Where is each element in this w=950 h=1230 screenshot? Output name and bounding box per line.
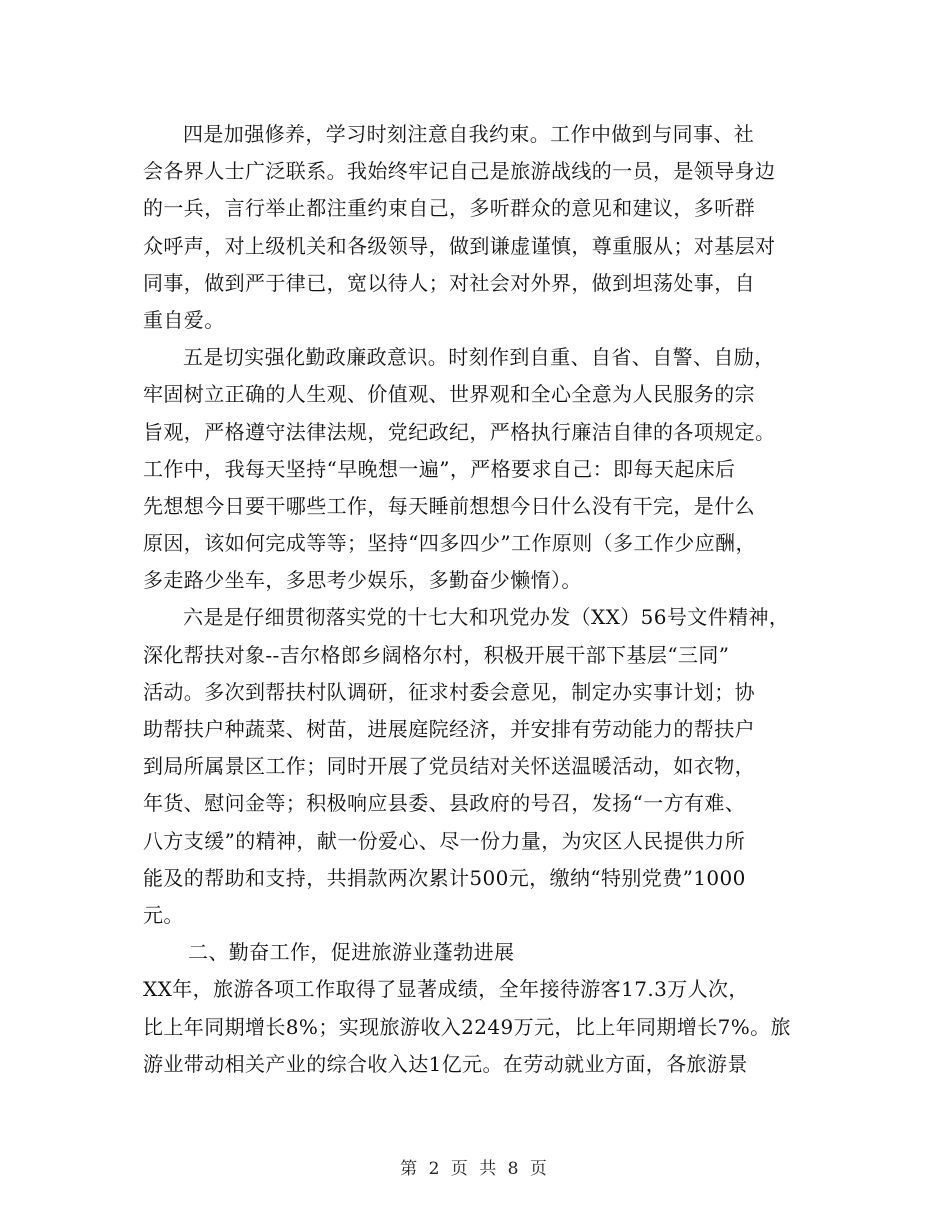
section-heading-text: 二、勤奋工作，促进旅游业蓬勃进展 [188,940,515,965]
text-line: 多走路少坐车，多思考少娱乐，多勤奋少懒惰）。 [143,568,582,593]
text-line: 活动。多次到帮扶村队调研，征求村委会意见，制定办实事计划；协 [143,679,755,704]
text-line: 能及的帮助和支持，共捐款两次累计500元，缴纳“特别党费”1000 [143,865,746,890]
text-line: 工作中，我每天坚持“早晚想一遍”，严格要求自己：即每天起床后 [143,456,736,481]
text-line: 的一兵，言行举止都注重约束自己，多听群众的意见和建议，多听群 [143,196,755,221]
text-line: 六是是仔细贯彻落实党的十七大和巩党办发（XX）56号文件精神， [183,605,790,630]
document-body [143,116,803,1083]
text-line: 助帮扶户种蔬菜、树苗，进展庭院经济，并安排有劳动能力的帮扶户 [143,717,755,741]
text-line: 游业带动相关产业的综合收入达1亿元。在劳动就业方面，各旅游景 [143,1051,748,1076]
text-line: 五是切实强化勤政廉政意识。时刻作到自重、自省、自警、自励， [183,345,775,370]
text-line: 到局所属景区工作；同时开展了党员结对关怀送温暖活动，如衣物， [143,754,755,779]
page-footer: 第 2 页 共 8 页 [400,1159,550,1179]
paragraph-integrity [143,339,803,599]
paragraph-self-discipline [143,116,803,339]
paragraph-tourism-results [143,971,803,1083]
text-line: 年货、慰问金等；积极响应县委、县政府的号召，发扬“一方有难、 [143,791,746,816]
text-line: 牢固树立正确的人生观、价值观、世界观和全心全意为人民服务的宗 [143,382,755,407]
section-heading [143,934,803,971]
text-line: 众呼声，对上级机关和各级领导，做到谦虚谨慎，尊重服从；对基层对 [143,233,776,258]
text-line: 会各界人士广泛联系。我始终牢记自己是旅游战线的一员，是领导身边 [143,159,776,184]
text-line: 同事，做到严于律已，宽以待人；对社会对外界，做到坦荡处事，自 [143,270,755,295]
paragraph-assistance [143,599,803,934]
text-line: 元。 [143,902,184,927]
text-line: 原因，该如何完成等等；坚持“四多四少”工作原则（多工作少应酬， [143,531,756,556]
text-line: 重自爱。 [143,307,225,332]
text-line: 比上年同期增长8%；实现旅游收入2249万元，比上年同期增长7%。旅 [143,1014,791,1039]
text-line: XX年，旅游各项工作取得了显著成绩，全年接待游客17.3万人次， [143,977,749,1002]
text-line: 八方支缓”的精神，献一份爱心、尽一份力量，为灾区人民提供力所 [143,828,746,853]
text-line: 先想想今日要干哪些工作，每天睡前想想今日什么没有干完，是什么 [143,493,755,518]
text-line: 旨观，严格遵守法律法规，党纪政纪，严格执行廉洁自律的各项规定。 [143,419,776,444]
text-line: 深化帮扶对象--吉尔格郎乡阔格尔村，积极开展干部下基层“三同” [143,642,730,667]
text-line: 四是加强修养，学习时刻注意自我约束。工作中做到与同事、社 [183,122,755,146]
